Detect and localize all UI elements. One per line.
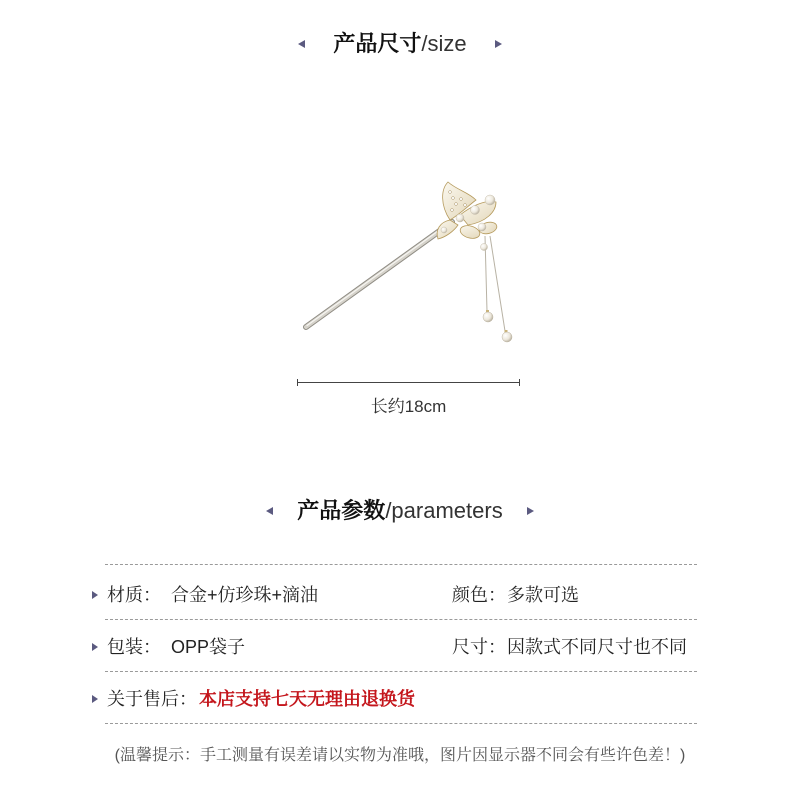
after-sales-value: 本店支持七天无理由退换货 (199, 689, 415, 709)
dashed-divider (105, 564, 697, 565)
size-section-heading (0, 30, 800, 58)
bullet-triangle-icon (92, 643, 98, 651)
size-label: 尺寸： (452, 637, 506, 657)
param-row-packaging (0, 636, 800, 658)
param-row-material (0, 584, 800, 606)
size-value: 因款式不同尺寸也不同 (507, 637, 687, 657)
size-title-rest: /size (421, 31, 467, 56)
color-value: 多款可选 (507, 585, 579, 605)
material-label: 材质： (107, 585, 161, 605)
footer-note: (温馨提示：手工测量有误差请以实物为准哦，图片因显示器不同会有些许色差！) (114, 747, 686, 764)
params-section-title (297, 497, 502, 525)
packaging-value: OPP袋子 (171, 637, 246, 657)
color-label: 颜色： (452, 585, 506, 605)
dimension-tick-end (519, 379, 520, 386)
params-section-heading (0, 497, 800, 525)
dimension-label: 长约18cm (370, 397, 447, 416)
arrow-left-icon (298, 40, 305, 48)
bullet-triangle-icon (92, 695, 98, 703)
hairpin-tassels (481, 236, 513, 342)
arrow-right-icon (527, 507, 534, 515)
param-row-after-sales (0, 688, 800, 710)
dimension-tick-start (297, 379, 298, 386)
dashed-divider (105, 619, 697, 620)
params-title-rest: /parameters (385, 498, 503, 523)
hairpin-stick (306, 221, 452, 327)
after-sales-label: 关于售后： (107, 689, 197, 709)
material-value: 合金+仿珍珠+滴油 (171, 585, 319, 605)
hairpin-photo (290, 170, 530, 355)
size-title-bold: 产品尺寸 (333, 31, 422, 56)
dashed-divider (105, 671, 697, 672)
arrow-left-icon (266, 507, 273, 515)
dimension-line (297, 382, 520, 383)
params-title-bold: 产品参数 (297, 498, 386, 523)
packaging-label: 包装： (107, 637, 161, 657)
arrow-right-icon (495, 40, 502, 48)
dashed-divider (105, 723, 697, 724)
bullet-triangle-icon (92, 591, 98, 599)
size-section-title (333, 30, 466, 58)
hairpin-ornament (437, 182, 498, 240)
